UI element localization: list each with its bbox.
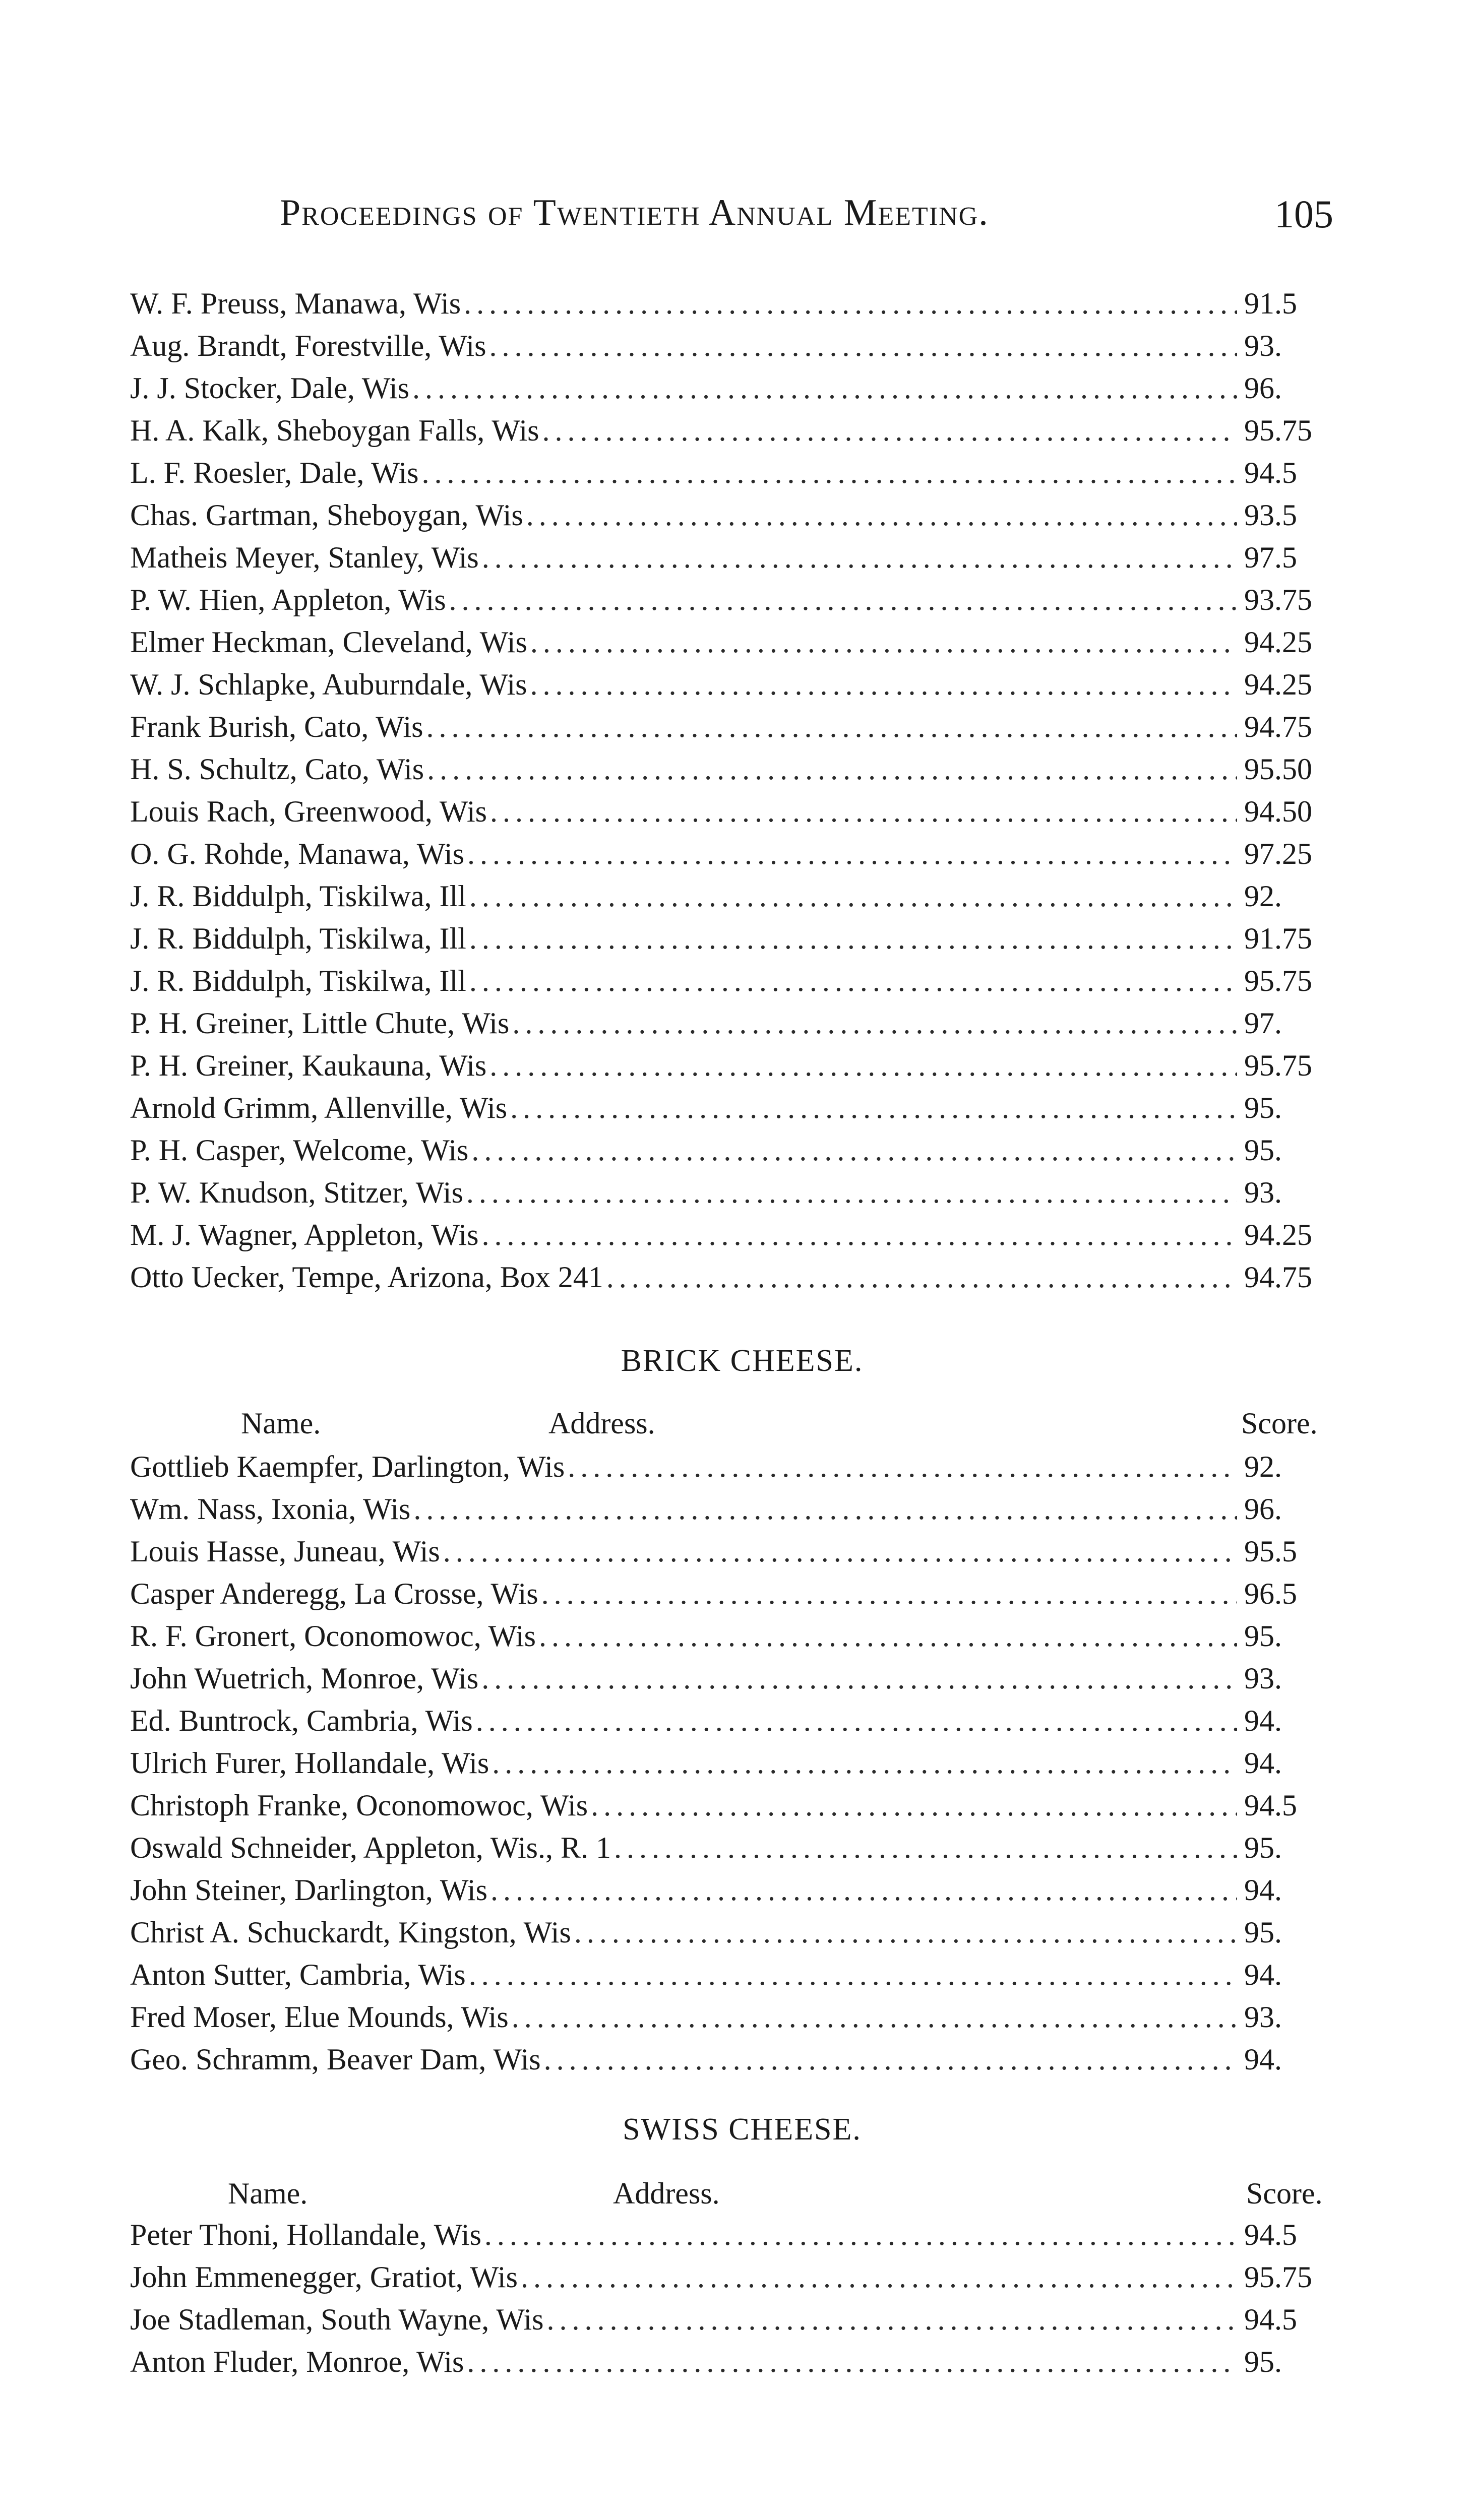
entry-name: M. J. Wagner, Appleton, Wis [130,1218,479,1251]
list-item [130,2214,1340,2256]
entry-score: 94.5 [1244,1789,1297,1822]
entry-score: 95.75 [1244,964,1312,997]
list-item [130,2038,1340,2081]
entry-score: 93. [1244,2000,1282,2034]
dot-leader [481,1657,1237,1699]
list-item [130,1256,1340,1298]
page-number: 105 [1274,192,1333,236]
dot-leader [464,282,1237,325]
entry-score: 95.75 [1244,414,1312,447]
brick-column-header [0,1406,1472,1446]
entry-score: 95. [1244,1831,1282,1864]
list-item [130,1129,1340,1171]
dot-leader [521,2256,1237,2298]
dot-leader [466,1171,1237,1214]
list-item [130,1087,1340,1129]
section-heading-swiss: SWISS CHEESE. [623,2112,862,2147]
continued-entries-list [130,282,1340,1298]
list-item [130,1996,1340,2038]
dot-leader [422,452,1237,494]
entry-score: 91.5 [1244,287,1297,320]
list-item [130,1530,1340,1572]
dot-leader [530,663,1238,706]
list-item [130,579,1340,621]
dot-leader [469,917,1237,960]
entry-name: L. F. Roesler, Dale, Wis [130,456,419,489]
entry-score: 97. [1244,1006,1282,1040]
entry-score: 94.25 [1244,625,1312,659]
dot-leader [489,1044,1237,1087]
dot-leader [546,2298,1237,2341]
entry-name: W. J. Schlapke, Auburndale, Wis [130,668,527,701]
swiss-column-header [0,2176,1472,2217]
entry-name: P. W. Knudson, Stitzer, Wis [130,1176,463,1209]
entry-name: Louis Rach, Greenwood, Wis [130,795,487,828]
column-header-address: Address. [613,2177,720,2210]
list-item [130,621,1340,663]
list-item [130,1784,1340,1826]
entry-score: 93.5 [1244,498,1297,532]
dot-leader [413,1488,1237,1530]
entry-name: Oswald Schneider, Appleton, Wis., R. 1 [130,1831,611,1864]
list-item [130,452,1340,494]
entry-score: 96.5 [1244,1577,1297,1610]
list-item [130,282,1340,325]
list-item [130,2341,1340,2383]
entry-name: J. J. Stocker, Dale, Wis [130,371,410,405]
dot-leader [568,1445,1237,1488]
entry-score: 92. [1244,879,1282,913]
entry-name: Geo. Schramm, Beaver Dam, Wis [130,2043,541,2076]
entry-score: 91.75 [1244,922,1312,955]
list-item [130,833,1340,875]
entry-score: 95.50 [1244,752,1312,786]
entry-score: 94. [1244,2043,1282,2076]
dot-leader [469,1954,1237,1996]
list-item [130,1699,1340,1742]
list-item [130,1615,1340,1657]
page-title: Proceedings of Twentieth Annual Meeting. [280,192,989,233]
entry-score: 94.5 [1244,456,1297,489]
dot-leader [512,1996,1237,2038]
entry-name: J. R. Biddulph, Tiskilwa, Ill [130,922,466,955]
entry-name: John Emmenegger, Gratiot, Wis [130,2260,518,2294]
dot-leader [542,409,1237,452]
dot-leader [482,536,1237,579]
dot-leader [492,1742,1237,1784]
list-item [130,1869,1340,1911]
list-item [130,1911,1340,1954]
list-item [130,960,1340,1002]
entry-name: Frank Burish, Cato, Wis [130,710,423,743]
entry-name: Anton Fluder, Monroe, Wis [130,2345,464,2378]
list-item [130,748,1340,790]
entry-name: Ulrich Furer, Hollandale, Wis [130,1746,489,1780]
list-item [130,917,1340,960]
dot-leader [467,2341,1237,2383]
entry-name: P. H. Greiner, Little Chute, Wis [130,1006,510,1040]
entry-name: Gottlieb Kaempfer, Darlington, Wis [130,1450,565,1483]
entry-name: R. F. Gronert, Oconomowoc, Wis [130,1619,536,1653]
entry-score: 94.75 [1244,1261,1312,1294]
entry-name: Aug. Brandt, Forestville, Wis [130,329,486,362]
dot-leader [510,1087,1237,1129]
entry-score: 93. [1244,329,1282,362]
dot-leader [426,706,1237,748]
dot-leader [606,1256,1237,1298]
entry-score: 95. [1244,1133,1282,1167]
entry-name: Matheis Meyer, Stanley, Wis [130,541,479,574]
entry-name: P. H. Casper, Welcome, Wis [130,1133,469,1167]
dot-leader [412,367,1237,409]
dot-leader [544,2038,1237,2081]
entry-name: John Wuetrich, Monroe, Wis [130,1662,479,1695]
list-item [130,1171,1340,1214]
list-item [130,1445,1340,1488]
entry-score: 94. [1244,1958,1282,1991]
entry-name: Arnold Grimm, Allenville, Wis [130,1091,508,1124]
entry-score: 94.75 [1244,710,1312,743]
dot-leader [574,1911,1237,1954]
dot-leader [443,1530,1237,1572]
swiss-entries-list [130,2214,1340,2383]
dot-leader [512,1002,1237,1044]
dot-leader [490,790,1237,833]
brick-entries-list [130,1445,1340,2081]
list-item [130,875,1340,917]
entry-name: H. A. Kalk, Sheboygan Falls, Wis [130,414,539,447]
entry-name: Peter Thoni, Hollandale, Wis [130,2218,481,2251]
entry-name: P. H. Greiner, Kaukauna, Wis [130,1049,487,1082]
entry-score: 95. [1244,1619,1282,1653]
list-item [130,2298,1340,2341]
dot-leader [530,621,1237,663]
list-item [130,2256,1340,2298]
dot-leader [476,1699,1237,1742]
entry-name: P. W. Hien, Appleton, Wis [130,583,446,616]
entry-score: 97.5 [1244,541,1297,574]
entry-score: 95.5 [1244,1535,1297,1568]
running-head [280,192,1333,247]
entry-name: Casper Anderegg, La Crosse, Wis [130,1577,538,1610]
list-item [130,1488,1340,1530]
list-item [130,1742,1340,1784]
list-item [130,1826,1340,1869]
dot-leader [471,1129,1237,1171]
list-item [130,1044,1340,1087]
entry-score: 93.75 [1244,583,1312,616]
entry-score: 94.5 [1244,2218,1297,2251]
dot-leader [481,1214,1237,1256]
entry-name: J. R. Biddulph, Tiskilwa, Ill [130,964,466,997]
column-header-address: Address. [548,1407,655,1440]
dot-leader [449,579,1237,621]
entry-score: 95.75 [1244,2260,1312,2294]
list-item [130,1214,1340,1256]
entry-name: Fred Moser, Elue Mounds, Wis [130,2000,509,2034]
column-header-name: Name. [228,2177,308,2210]
column-header-name: Name. [241,1407,321,1440]
dot-leader [614,1826,1237,1869]
entry-score: 95. [1244,2345,1282,2378]
column-header-score: Score. [1241,1407,1318,1440]
list-item [130,409,1340,452]
list-item [130,663,1340,706]
dot-leader [467,833,1237,875]
dot-leader [484,2214,1237,2256]
entry-score: 92. [1244,1450,1282,1483]
column-header-score: Score. [1246,2177,1323,2210]
entry-name: Chas. Gartman, Sheboygan, Wis [130,498,523,532]
dot-leader [469,875,1237,917]
entry-name: Christ A. Schuckardt, Kingston, Wis [130,1916,571,1949]
entry-score: 94. [1244,1746,1282,1780]
list-item [130,1572,1340,1615]
section-heading-brick: BRICK CHEESE. [621,1344,864,1378]
list-item [130,706,1340,748]
entry-score: 94.25 [1244,1218,1312,1251]
list-item [130,1657,1340,1699]
entry-score: 93. [1244,1176,1282,1209]
entry-name: H. S. Schultz, Cato, Wis [130,752,424,786]
entry-name: O. G. Rohde, Manawa, Wis [130,837,465,870]
list-item [130,1954,1340,1996]
dot-leader [427,748,1237,790]
entry-name: J. R. Biddulph, Tiskilwa, Ill [130,879,466,913]
list-item [130,1002,1340,1044]
list-item [130,325,1340,367]
entry-score: 95.75 [1244,1049,1312,1082]
dot-leader [526,494,1237,536]
entry-score: 94. [1244,1873,1282,1907]
entry-score: 94.5 [1244,2303,1297,2336]
entry-name: Louis Hasse, Juneau, Wis [130,1535,440,1568]
entry-score: 94.50 [1244,795,1312,828]
entry-score: 95. [1244,1916,1282,1949]
dot-leader [489,325,1237,367]
list-item [130,536,1340,579]
list-item [130,367,1340,409]
dot-leader [469,960,1237,1002]
list-item [130,494,1340,536]
dot-leader [490,1869,1237,1911]
dot-leader [591,1784,1237,1826]
entry-name: Christoph Franke, Oconomowoc, Wis [130,1789,588,1822]
entry-score: 94.25 [1244,668,1312,701]
entry-name: Joe Stadleman, South Wayne, Wis [130,2303,544,2336]
entry-name: Wm. Nass, Ixonia, Wis [130,1492,411,1526]
entry-score: 93. [1244,1662,1282,1695]
entry-score: 95. [1244,1091,1282,1124]
entry-name: W. F. Preuss, Manawa, Wis [130,287,461,320]
entry-score: 96. [1244,371,1282,405]
entry-name: John Steiner, Darlington, Wis [130,1873,488,1907]
entry-name: Otto Uecker, Tempe, Arizona, Box 241 [130,1261,603,1294]
dot-leader [539,1615,1237,1657]
entry-score: 94. [1244,1704,1282,1737]
entry-name: Ed. Buntrock, Cambria, Wis [130,1704,473,1737]
entry-name: Anton Sutter, Cambria, Wis [130,1958,466,1991]
entry-name: Elmer Heckman, Cleveland, Wis [130,625,527,659]
list-item [130,790,1340,833]
entry-score: 96. [1244,1492,1282,1526]
dot-leader [541,1572,1237,1615]
entry-score: 97.25 [1244,837,1312,870]
